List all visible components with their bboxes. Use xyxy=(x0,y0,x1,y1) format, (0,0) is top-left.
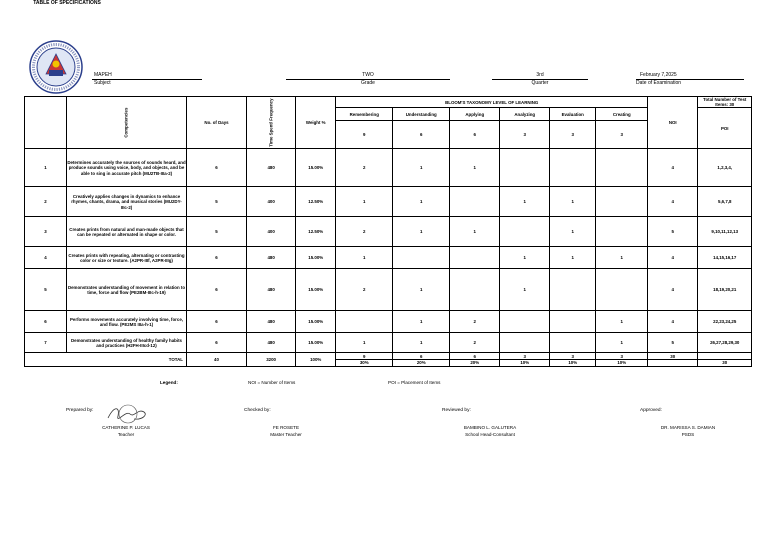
total-row xyxy=(25,353,752,367)
total-noi: 30 xyxy=(648,354,697,360)
table-row: 7 Demonstrates understanding of healthy family habits and practices (H2FH-IIIcd-12) 6 480 15.00% 1 1 2 1 5 26,27,28,29,30 xyxy=(25,333,752,353)
competencies-header: Competencies xyxy=(67,97,187,149)
competency-text: Creates prints from natural and man-made objects that can be repeated or alternated in shape or color. xyxy=(67,217,187,247)
approved-by-label: Approved: xyxy=(640,408,662,413)
analyzing-header: Analyzing xyxy=(500,108,550,121)
total-items-header: Total Number of Test Items: 30 xyxy=(698,97,752,108)
alloc-analyzing: 3 xyxy=(500,121,550,149)
total-percent-remembering: 30% xyxy=(359,360,369,366)
total-percent-creating: 10% xyxy=(617,360,627,366)
table-row: 3 Creates prints from natural and man-made objects that can be repeated or alternated in shape or color. 5 400 12.50% 2 1 1 1 5 9,10,11,12,13 xyxy=(25,217,752,247)
approved-by-role: PSDS xyxy=(681,432,695,437)
alloc-applying: 6 xyxy=(450,121,500,149)
quarter-label: Quarter xyxy=(531,80,549,86)
competency-text: Demonstrates understanding of healthy family habits and practices (H2FH-IIIcd-12) xyxy=(67,333,187,353)
checked-by-name: FE ROSETE xyxy=(272,425,300,430)
subject-label: Subject xyxy=(94,80,111,86)
prepared-by-name: CATHERINE P. LUCAS xyxy=(102,425,150,430)
total-percent-analyzing: 10% xyxy=(520,360,530,366)
time-spent-header: Time Spent/ Frequency xyxy=(247,97,296,149)
table-row: 2 Creatively applies changes in dynamics to enhance rhymes, chants, drama, and musical stories (MU2DY- IIIc-2) 5 400 12.50% 1 1 1 1 4 5,6,7,8 xyxy=(25,187,752,217)
signature-image xyxy=(104,402,152,426)
grade-value: TWO xyxy=(362,72,374,78)
total-time: 3200 xyxy=(247,353,296,367)
checked-by-role: Master Teacher xyxy=(270,432,302,437)
total-percent-understanding: 20% xyxy=(416,360,426,366)
checked-by-label: Checked by: xyxy=(244,408,271,413)
grade-label: Grade xyxy=(361,80,375,86)
legend-poi: POI = Placement of Items xyxy=(388,380,441,385)
reviewed-by-role: School Head-Consultant xyxy=(465,432,515,437)
remembering-header: Remembering xyxy=(336,108,393,121)
competency-text: Creatively applies changes in dynamics to enhance rhymes, chants, drama, and musical stories (MU2DY- IIIc-2) xyxy=(67,187,187,217)
reviewed-by-name: BAMBINO L. GALUTERA xyxy=(463,425,517,430)
alloc-remembering: 9 xyxy=(336,121,393,149)
legend-label: Legend: xyxy=(160,380,178,385)
legend-noi: NOI = Number of Items xyxy=(248,380,296,385)
deped-seal-logo xyxy=(29,40,83,94)
no-of-days-header: No. of Days xyxy=(187,97,247,149)
total-count-evaluation: 3 xyxy=(550,354,595,360)
total-count-creating: 3 xyxy=(596,354,647,360)
alloc-understanding: 6 xyxy=(393,121,450,149)
date-value: February 7,2025 xyxy=(640,72,677,78)
alloc-evaluation: 3 xyxy=(550,121,596,149)
noi-header: NOI xyxy=(648,97,698,149)
total-count-remembering: 9 xyxy=(336,354,392,360)
competency-text: Performs movements accurately involving time, force, and flow. (PE2MS IIIa-h-1) xyxy=(67,311,187,333)
competency-text: Demonstrates understanding of movement in relation to time, force and flow (PE2BM-IIIc-h-19) xyxy=(67,269,187,311)
prepared-by-role: Teacher xyxy=(117,432,135,437)
total-weight: 100% xyxy=(296,353,336,367)
competency-text: Determines accurately the sources of sounds heard, and produce sounds using voice, body, and objects, and be able to sing in accurate pitch (MU2TB-IIIa-2) xyxy=(67,149,187,187)
total-label: TOTAL xyxy=(25,353,187,367)
understanding-header: Understanding xyxy=(393,108,450,121)
approved-by-name: DR. MARISSA S. DAMIAN xyxy=(660,425,716,430)
prepared-by-label: Prepared by: xyxy=(66,408,94,413)
total-poi: 30 xyxy=(722,360,728,366)
total-percent-applying: 20% xyxy=(470,360,480,366)
evaluation-header: Evaluation xyxy=(550,108,596,121)
total-count-applying: 6 xyxy=(450,354,499,360)
bloom-taxonomy-header: BLOOM'S TAXONOMY LEVEL OF LEARNING xyxy=(336,97,648,108)
quarter-value: 3rd xyxy=(536,72,544,78)
total-count-understanding: 6 xyxy=(393,354,449,360)
row-number-header xyxy=(25,97,67,149)
document-title: TABLE OF SPECIFICATIONS xyxy=(33,0,101,6)
competency-text: Creates prints with repeating, alternating or contrasting color or size or texture. (A2PR-IIIf, A2PR-IIIg) xyxy=(67,247,187,269)
total-percent-evaluation: 10% xyxy=(568,360,578,366)
creating-header: Creating xyxy=(596,108,648,121)
subject-value: MAPEH xyxy=(94,72,112,78)
specifications-table xyxy=(24,96,752,367)
total-count-analyzing: 3 xyxy=(500,354,549,360)
total-days: 40 xyxy=(187,353,247,367)
date-label: Date of Examination xyxy=(636,80,682,86)
applying-header: Applying xyxy=(450,108,500,121)
weight-header: Weight % xyxy=(296,97,336,149)
table-row: 6 Performs movements accurately involving time, force, and flow. (PE2MS IIIa-h-1) 6 480 15.00% 1 2 1 4 22,23,24,25 xyxy=(25,311,752,333)
table-row: 1 Determines accurately the sources of sounds heard, and produce sounds using voice, body, and objects, and be able to sing in accurate pitch (MU2TB-IIIa-2) 6 480 15.00% 2 1 1 4 1,2,3,4, xyxy=(25,149,752,187)
reviewed-by-label: Reviewed by: xyxy=(442,408,471,413)
poi-header: POI xyxy=(698,108,752,149)
table-row: 5 Demonstrates understanding of movement in relation to time, force and flow (PE2BM-IIIc-h-19) 6 480 15.00% 2 1 1 4 18,19,20,21 xyxy=(25,269,752,311)
alloc-creating: 3 xyxy=(596,121,648,149)
table-row: 4 Creates prints with repeating, alternating or contrasting color or size or texture. (A2PR-IIIf, A2PR-IIIg) 6 480 15.00% 1 1 1 1 4 14,15,16,17 xyxy=(25,247,752,269)
